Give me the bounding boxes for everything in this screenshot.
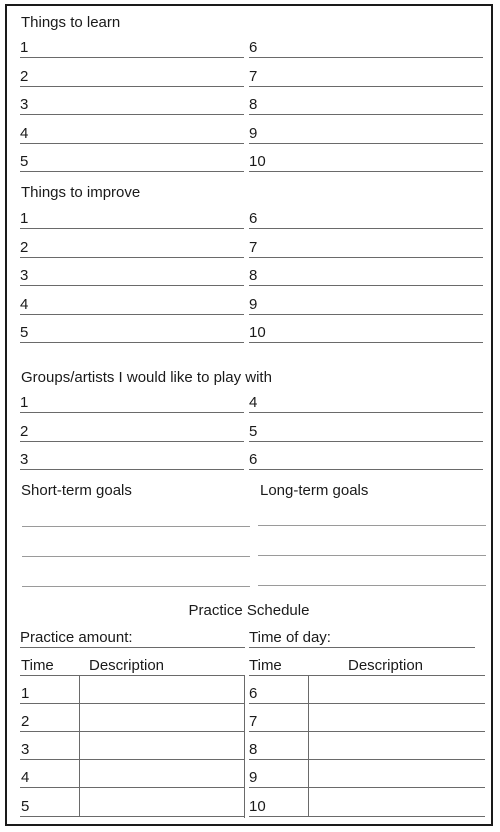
table-row[interactable]: [20, 759, 244, 760]
table-row[interactable]: [249, 816, 485, 817]
list-item[interactable]: [249, 323, 483, 343]
item-number: 3: [20, 96, 29, 113]
item-number: 7: [249, 68, 258, 85]
row-number: 10: [249, 798, 266, 815]
item-number: 5: [249, 423, 258, 440]
list-item[interactable]: [249, 152, 483, 172]
item-number: 7: [249, 239, 258, 256]
table-header-rule-right: [249, 675, 485, 676]
list-item[interactable]: [249, 422, 483, 442]
goal-input-line[interactable]: [22, 556, 250, 557]
item-number: 5: [20, 324, 29, 341]
practice-amount-label: Practice amount:: [20, 629, 133, 646]
goal-input-line[interactable]: [22, 586, 250, 587]
list-item[interactable]: [20, 238, 244, 258]
goal-input-line[interactable]: [22, 526, 250, 527]
list-item[interactable]: [20, 95, 244, 115]
item-number: 8: [249, 267, 258, 284]
table-row[interactable]: [249, 731, 485, 732]
section-title-groups: Groups/artists I would like to play with: [21, 369, 272, 386]
list-item[interactable]: [249, 209, 483, 229]
list-item[interactable]: [20, 209, 244, 229]
table-row[interactable]: [249, 703, 485, 704]
short-term-goals-label: Short-term goals: [21, 482, 132, 499]
list-item[interactable]: [20, 450, 244, 470]
table-header-rule-left: [20, 675, 244, 676]
row-number: 3: [21, 741, 30, 758]
item-number: 9: [249, 296, 258, 313]
item-number: 6: [249, 39, 258, 56]
col-header-time-left: Time: [21, 657, 54, 674]
table-row[interactable]: [20, 731, 244, 732]
col-header-description-right: Description: [348, 657, 424, 674]
worksheet-page: [5, 4, 493, 826]
list-item[interactable]: [20, 393, 244, 413]
list-item[interactable]: [249, 124, 483, 144]
list-item[interactable]: [249, 295, 483, 315]
time-of-day-label: Time of day:: [249, 629, 331, 646]
list-item[interactable]: [249, 266, 483, 286]
table-row[interactable]: [20, 816, 244, 817]
goal-input-line[interactable]: [258, 525, 486, 526]
col-header-time-right: Time: [249, 657, 282, 674]
row-number: 5: [21, 798, 30, 815]
item-number: 9: [249, 125, 258, 142]
list-item[interactable]: [20, 266, 244, 286]
practice-amount-field[interactable]: [20, 647, 245, 648]
item-number: 2: [20, 239, 29, 256]
list-item[interactable]: [20, 67, 244, 87]
item-number: 3: [20, 451, 29, 468]
item-number: 4: [20, 125, 29, 142]
long-term-goals-label: Long-term goals: [260, 482, 369, 499]
table-row[interactable]: [20, 703, 244, 704]
list-item[interactable]: [249, 95, 483, 115]
item-number: 4: [249, 394, 258, 411]
item-number: 2: [20, 68, 29, 85]
row-number: 8: [249, 741, 258, 758]
table-row[interactable]: [249, 787, 485, 788]
list-item[interactable]: [249, 67, 483, 87]
item-number: 2: [20, 423, 29, 440]
practice-schedule-title: Practice Schedule: [188, 602, 310, 619]
list-item[interactable]: [20, 152, 244, 172]
goal-input-line[interactable]: [258, 555, 486, 556]
row-number: 2: [21, 713, 30, 730]
item-number: 4: [20, 296, 29, 313]
list-item[interactable]: [20, 422, 244, 442]
item-number: 8: [249, 96, 258, 113]
section-title-things-to-learn: Things to learn: [21, 14, 121, 31]
item-number: 10: [249, 324, 266, 341]
col-header-description-left: Description: [89, 657, 165, 674]
column-divider: [308, 675, 309, 816]
list-item[interactable]: [20, 295, 244, 315]
time-of-day-field[interactable]: [249, 647, 475, 648]
row-number: 6: [249, 685, 258, 702]
list-item[interactable]: [20, 124, 244, 144]
table-row[interactable]: [249, 759, 485, 760]
section-title-things-to-improve: Things to improve: [21, 184, 141, 201]
item-number: 6: [249, 210, 258, 227]
item-number: 5: [20, 153, 29, 170]
list-item[interactable]: [20, 38, 244, 58]
item-number: 10: [249, 153, 266, 170]
item-number: 6: [249, 451, 258, 468]
column-divider: [244, 675, 245, 818]
row-number: 7: [249, 713, 258, 730]
item-number: 1: [20, 394, 29, 411]
list-item[interactable]: [249, 450, 483, 470]
list-item[interactable]: [249, 238, 483, 258]
item-number: 3: [20, 267, 29, 284]
item-number: 1: [20, 39, 29, 56]
row-number: 1: [21, 685, 30, 702]
table-row[interactable]: [20, 787, 244, 788]
item-number: 1: [20, 210, 29, 227]
row-number: 4: [21, 769, 30, 786]
list-item[interactable]: [249, 393, 483, 413]
column-divider: [79, 675, 80, 816]
goal-input-line[interactable]: [258, 585, 486, 586]
row-number: 9: [249, 769, 258, 786]
list-item[interactable]: [20, 323, 244, 343]
list-item[interactable]: [249, 38, 483, 58]
